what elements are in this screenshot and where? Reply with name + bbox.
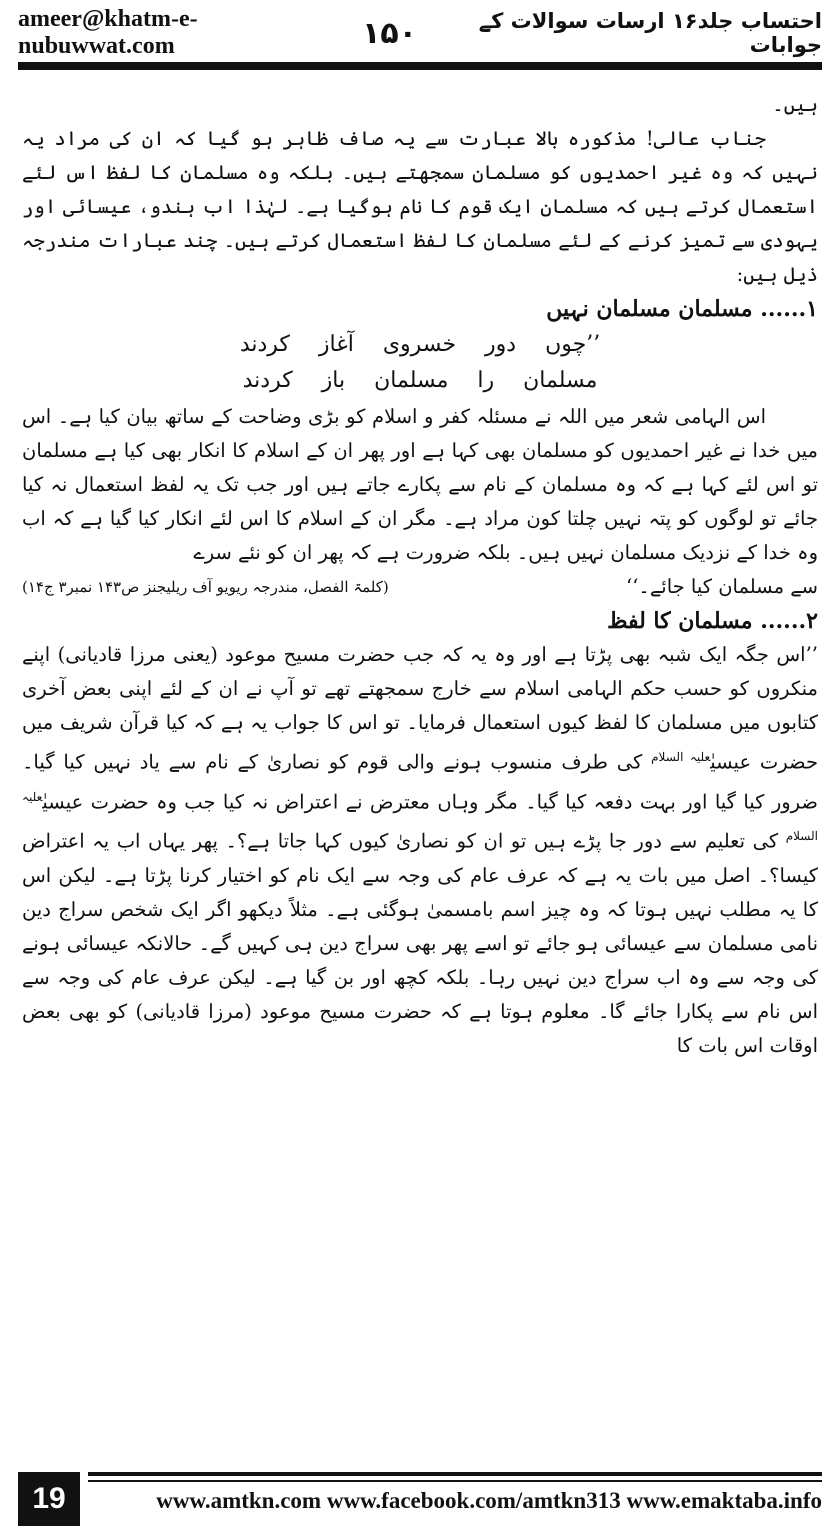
citation-line	[22, 570, 818, 604]
paragraph-continuation: ہیں۔	[772, 93, 818, 116]
header-page-number: ۱۵۰	[362, 15, 417, 51]
paragraph-explanation-end: سے مسلمان کیا جائے۔‘‘	[626, 575, 818, 598]
page-body	[22, 88, 818, 1448]
paragraph-explanation: اس الہامی شعر میں اللہ نے مسئلہ کفر و اسلام کو بڑی وضاحت کے ساتھ بیان کیا ہے۔ اس میں خدا نے غیر احمدیوں کو مسلمان بھی کہا ہے اور پھر ان کے اسلام کا انکار بھی کیا ہے مسلمان تو اس لئے کہا ہے کہ وہ مسلمان کے نام سے پکارے جاتے ہیں اور جب تک یہ لفظ استعمال نہ کیا جائے تو لوگوں کو پتہ نہیں چلتا کون مراد ہے۔ مگر ان کے اسلام کا اس لئے انکار کیا گیا ہے کہ اب وہ خدا کے نزدیک مسلمان نہیں ہیں۔ بلکہ ضرورت ہے کہ پھر ان کو نئے سرے	[22, 405, 818, 564]
verse-line-1: ’’چوں دور خسروی آغاز کردند	[239, 332, 601, 357]
page-header	[18, 6, 822, 59]
honorific-glyph: علیہ السلام	[651, 750, 711, 764]
section-heading-2: ۲...... مسلمان کا لفظ	[607, 608, 818, 634]
citation-1: (کلمۃ الفصل، مندرجہ ریویو آف ریلیجنز ص۱۴۳ نمبر۳ ج۱۴)	[22, 578, 389, 596]
verse-line-2: مسلمان را مسلمان باز کردند	[242, 368, 598, 393]
paragraph-quote: ’’اس جگہ ایک شبہ بھی پڑتا ہے اور وہ یہ کہ جب حضرت مسیح موعود (یعنی مرزا قادیانی) اپنے منکروں کو حسب حکم الہامی اسلام سے خارج سمجھتے تھے تو آپ نے ان کے لئے اپنی بعض آخری کتابوں میں مسلمان کا لفظ کیوں استعمال فرمایا۔ تو اس کا جواب یہ ہے کہ کیا قرآن شریف میں حضرت عیسیٰ$^{علیہ السلام}$ کی طرف منسوب ہونے والی قوم کو نصاریٰ کے نام سے یاد نہیں کیا گیا۔ ضرور کیا گیا اور بہت دفعہ کیا گیا۔ مگر وہاں معترض نے اعتراض نہ کیا جب وہ حضرت عیسیٰ$^{علیہ السلام}$ کی تعلیم سے دور جا پڑے ہیں تو ان کو نصاریٰ کیوں کہا جاتا ہے؟۔ پھر یہاں اب یہ اعتراض کیسا؟۔ اصل میں بات یہ ہے کہ عرف عام کی وجہ سے ایک نام کو اختیار کرنا پڑتا ہے۔ لیکن اس کا یہ مطلب نہیں ہوتا کہ وہ چیز اسم بامسمیٰ ہوگئی ہے۔ مثلاً دیکھو اگر ایک شخص سراج دین نامی مسلمان سے عیسائی ہو جائے تو اسے پھر بھی سراج دین ہی کہیں گے۔ حالانکہ عیسائی ہونے کی وجہ سے وہ اب سراج دین نہیں رہا۔ بلکہ کچھ اور بن گیا ہے۔ لیکن عرف عام کی وجہ سے اس نام سے پکارا جائے گا۔ معلوم ہوتا ہے کہ حضرت مسیح موعود (مرزا قادیانی) کو بھی بعض اوقات اس بات کا	[22, 643, 819, 1057]
footer-rule-thin	[88, 1480, 822, 1482]
page-footer	[18, 1462, 822, 1526]
footer-rule	[88, 1472, 822, 1476]
section-heading-1: ۱...... مسلمان مسلمان نہیں	[546, 296, 818, 322]
header-title: احتساب جلد۱۶ ارسات سوالات کے جوابات	[478, 9, 822, 57]
header-email: ameer@khatm-e-nubuwwat.com	[18, 6, 198, 59]
honorific-glyph: علیہ السلام	[22, 789, 819, 843]
header-rule	[18, 62, 822, 70]
paragraph-intro: جناب عالی! مذکورہ بالا عبارت سے یہ صاف ظاہر ہو گیا کہ ان کی مراد یہ نہیں کہ وہ غیر احمدیوں کو مسلمان سمجھتے ہیں۔ بلکہ وہ مسلمان کا لفظ اس لئے استعمال کرتے ہیں کہ مسلمان ایک قوم کا نام ہوگیا ہے۔ لہٰذا اب ہندو، عیسائی اور یہودی سے تمیز کرنے کے لئے مسلمان کا لفظ استعمال کرتے ہیں۔ چند عبارات مندرجہ ذیل ہیں:	[22, 127, 818, 286]
footer-links: www.amtkn.com www.facebook.com/amtkn313 www.emaktaba.info	[156, 1488, 822, 1513]
footer-page-number: 19	[18, 1472, 80, 1526]
